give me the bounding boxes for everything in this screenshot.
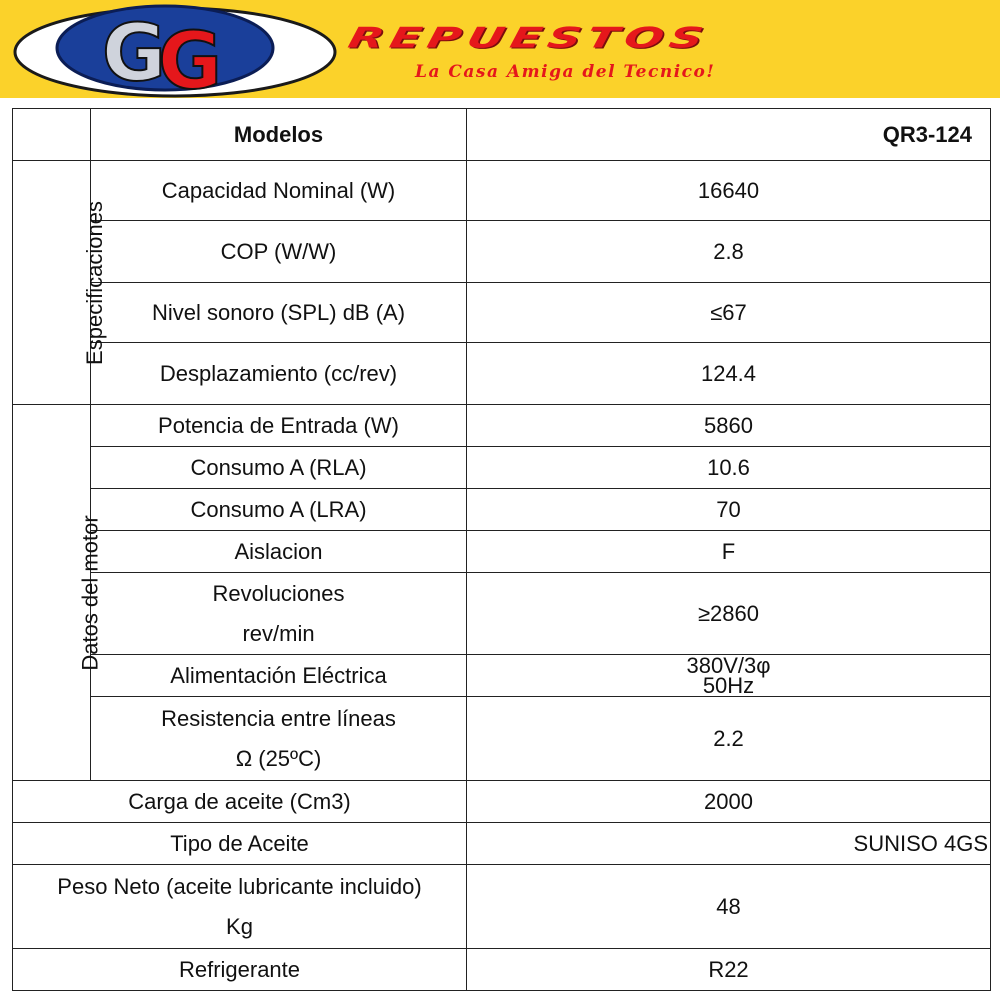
row-value: SUNISO 4GS [467, 823, 991, 865]
row-label: COP (W/W) [91, 221, 467, 283]
table-row [13, 161, 991, 221]
row-value: R22 [467, 949, 991, 991]
table-header-row [13, 109, 991, 161]
row-value: F [467, 531, 991, 573]
row-value: 10.6 [467, 447, 991, 489]
row-value: ≥2860 [467, 573, 991, 655]
row-label: Capacidad Nominal (W) [91, 161, 467, 221]
row-value: 16640 [467, 161, 991, 221]
row-value: 2.2 [467, 697, 991, 781]
table-row [13, 949, 991, 991]
svg-text:G: G [102, 9, 167, 98]
spec-table-container [0, 98, 1000, 1000]
header-model-value: QR3-124 [467, 109, 991, 161]
spec-table [12, 108, 991, 991]
row-label-line1: Revoluciones [212, 580, 345, 606]
row-label-line2: rev/min [242, 620, 315, 646]
table-row [13, 489, 991, 531]
row-value-line2: 50Hz [702, 672, 755, 698]
group-cell-datos-motor [13, 405, 103, 781]
row-value-line1: 380V/3φ [686, 652, 771, 678]
header-blank-cell [13, 109, 91, 161]
row-value: 124.4 [467, 343, 991, 405]
row-label: Refrigerante [13, 949, 467, 991]
table-row [13, 697, 991, 781]
row-label: Consumo A (RLA) [91, 447, 467, 489]
table-row [13, 865, 991, 949]
gg-logo [0, 0, 340, 98]
row-value: 2.8 [467, 221, 991, 283]
svg-text:G: G [158, 17, 223, 98]
row-value: 70 [467, 489, 991, 531]
row-value [467, 652, 991, 698]
table-row [13, 405, 991, 447]
table-row [13, 531, 991, 573]
table-row [13, 655, 991, 697]
table-row [13, 283, 991, 343]
row-label [91, 573, 467, 655]
group-cell-especificaciones [13, 161, 107, 405]
row-value: 5860 [467, 405, 991, 447]
row-value: 2000 [467, 781, 991, 823]
table-row [13, 573, 991, 655]
row-label: Nivel sonoro (SPL) dB (A) [91, 283, 467, 343]
brand-slogan: La Casa Amiga del Tecnico! [415, 62, 716, 82]
row-label: Alimentación Eléctrica [91, 655, 467, 697]
table-row [13, 343, 991, 405]
header-banner [0, 0, 1000, 98]
row-label: Aislacion [91, 531, 467, 573]
row-label: Tipo de Aceite [13, 823, 467, 865]
row-label: Carga de aceite (Cm3) [13, 781, 467, 823]
row-label: Consumo A (LRA) [91, 489, 467, 531]
row-label-line2: Ω (25ºC) [235, 745, 322, 771]
table-row [13, 823, 991, 865]
row-label [91, 697, 467, 781]
group-label-datos-motor: Datos del motor [77, 514, 103, 671]
row-value: ≤67 [467, 283, 991, 343]
row-value: 48 [467, 865, 991, 949]
row-label-line1: Resistencia entre líneas [161, 705, 396, 731]
row-label: Desplazamiento (cc/rev) [91, 343, 467, 405]
row-label: Potencia de Entrada (W) [91, 405, 467, 447]
table-row [13, 447, 991, 489]
header-label: Modelos [91, 109, 467, 161]
row-label-line1: Peso Neto (aceite lubricante incluido) [57, 873, 422, 899]
group-label-especificaciones: Especificaciones [81, 200, 107, 365]
row-label [13, 865, 467, 949]
brand-name: REPUESTOS [345, 20, 713, 55]
table-row [13, 781, 991, 823]
row-label-line2: Kg [226, 913, 253, 939]
table-row [13, 221, 991, 283]
